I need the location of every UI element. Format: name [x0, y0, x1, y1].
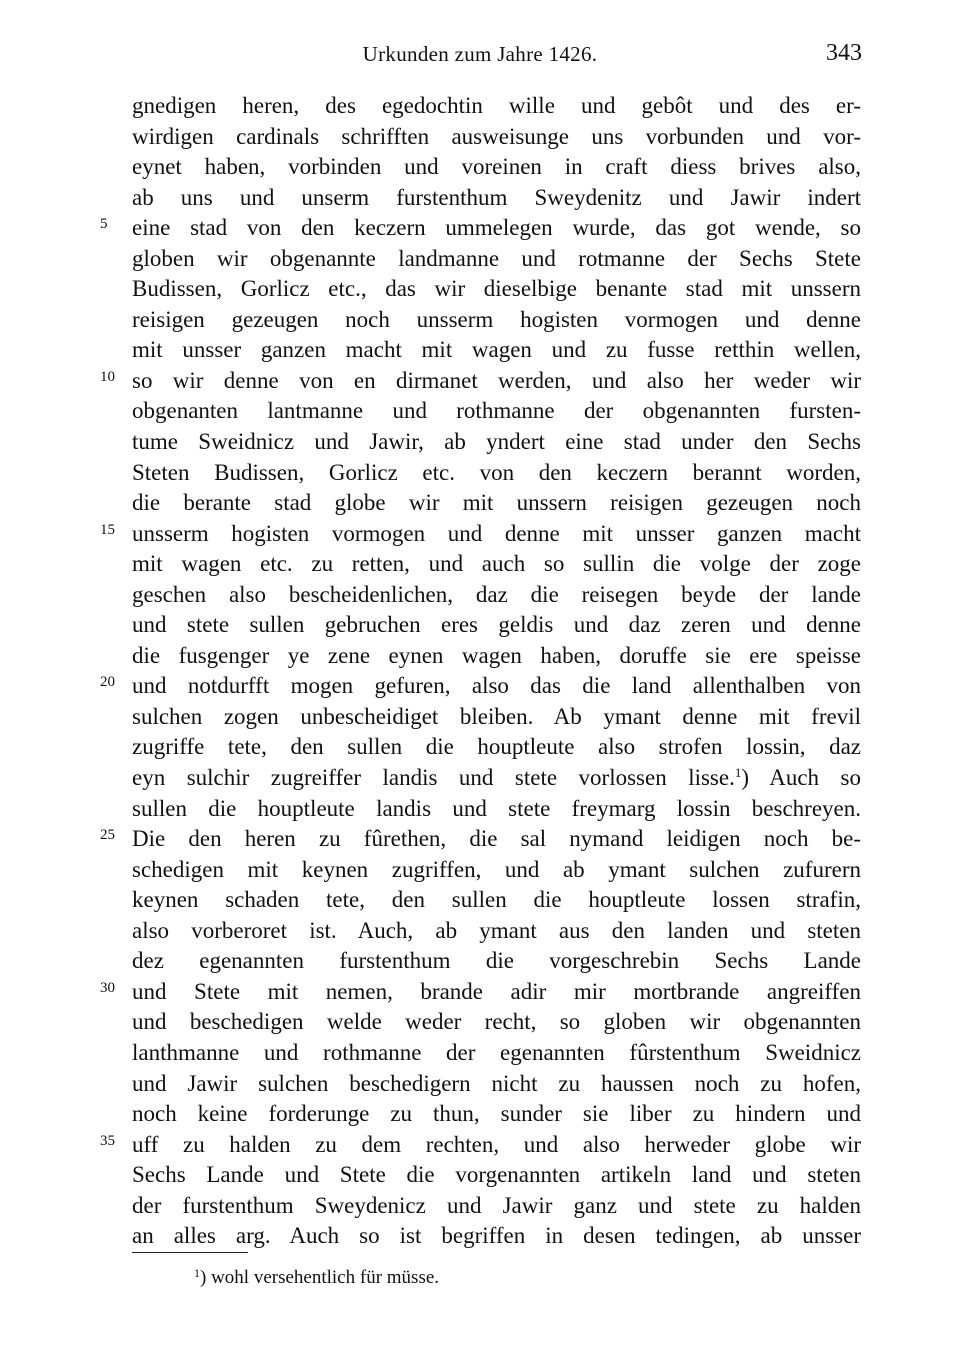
- line-text: reisigen gezeugen noch unsserm hogisten vormogen und denne: [132, 306, 861, 332]
- text-line: [132, 946, 861, 977]
- footnote-rule: [132, 1252, 248, 1253]
- text-line: [132, 1007, 861, 1038]
- line-number: 5: [100, 216, 108, 233]
- line-text: also vorberoret ist. Auch, ab ymant aus den landen und steten: [132, 917, 861, 943]
- text-line: [100, 977, 861, 1008]
- text-line: [132, 335, 861, 366]
- line-text: mit unsser ganzen macht mit wagen und zu fusse retthin wellen,: [132, 337, 861, 363]
- text-line: [132, 794, 861, 825]
- line-number: 25: [100, 827, 115, 844]
- footnote-reference: 1: [734, 765, 742, 781]
- text-line: [132, 305, 861, 336]
- text-line: [132, 427, 861, 458]
- line-text: Sechs Lande und Stete die vorgenannten artikeln land und steten: [132, 1162, 861, 1188]
- text-line: [132, 122, 861, 153]
- line-text: mit wagen etc. zu retten, und auch so sullin die volge der zoge: [132, 551, 861, 577]
- line-text: wirdigen cardinals schrifften ausweisunge uns vorbunden und vor-: [132, 123, 861, 149]
- running-head: [0, 38, 960, 72]
- text-line: [100, 213, 861, 244]
- text-line: [100, 519, 861, 550]
- text-line: [132, 488, 861, 519]
- body-text: [100, 91, 861, 1252]
- text-line: [132, 885, 861, 916]
- text-line: [132, 274, 861, 305]
- text-line: [132, 1191, 861, 1222]
- text-line: [100, 1130, 861, 1161]
- text-line: [100, 824, 861, 855]
- line-text: Die den heren zu fûrethen, die sal nymand leidigen noch be-: [132, 826, 861, 852]
- footnote-text: ) wohl versehentlich für müsse.: [200, 1267, 440, 1288]
- line-number: 35: [100, 1132, 115, 1149]
- line-text-part: eyn sulchir zugreiffer landis und stete vorlossen lisse.: [132, 765, 735, 791]
- line-text: dez egenannten furstenthum die vorgeschrebin Sechs Lande: [132, 948, 861, 974]
- line-text: obgenanten lantmanne und rothmanne der obgenannten fursten-: [132, 398, 861, 424]
- text-line: [132, 458, 861, 489]
- text-line: [132, 702, 861, 733]
- line-text: geschen also bescheidenlichen, daz die reisegen beyde der lande: [132, 581, 861, 607]
- footnote: [194, 1259, 439, 1292]
- line-text: schedigen mit keynen zugriffen, und ab ymant sulchen zufurern: [132, 856, 861, 882]
- line-text: und Stete mit nemen, brande adir mir mortbrande angreiffen: [132, 978, 861, 1004]
- text-line: [132, 580, 861, 611]
- line-number: 20: [100, 674, 115, 691]
- text-line: [132, 152, 861, 183]
- text-line: [100, 671, 861, 702]
- line-text: eynet haben, vorbinden und voreinen in craft diess brives also,: [132, 154, 861, 180]
- line-text: unsserm hogisten vormogen und denne mit unsser ganzen macht: [132, 520, 861, 546]
- text-line: [132, 396, 861, 427]
- text-line: [132, 916, 861, 947]
- footnote-mark: 1: [194, 1266, 200, 1280]
- text-line: [132, 732, 861, 763]
- line-text: der furstenthum Sweydenicz und Jawir ganz und stete zu halden: [132, 1192, 861, 1218]
- text-line: [132, 641, 861, 672]
- line-text: Budissen, Gorlicz etc., das wir dieselbige benante stad mit unssern: [132, 276, 861, 302]
- line-text: und stete sullen gebruchen eres geldis und daz zeren und denne: [132, 612, 861, 638]
- line-text-part: ) Auch so: [741, 765, 861, 791]
- line-text: sulchen zogen unbescheidiget bleiben. Ab ymant denne mit frevil: [132, 703, 861, 729]
- text-line: [132, 1038, 861, 1069]
- text-line: [132, 1160, 861, 1191]
- line-number: 10: [100, 368, 115, 385]
- line-text: lanthmanne und rothmanne der egenannten fûrstenthum Sweidnicz: [132, 1039, 861, 1065]
- line-number: 15: [100, 521, 115, 538]
- line-text: tume Sweidnicz und Jawir, ab yndert eine stad under den Sechs: [132, 429, 861, 455]
- line-text: globen wir obgenannte landmanne und rotmanne der Sechs Stete: [132, 245, 861, 271]
- line-text: [132, 763, 861, 794]
- text-line: [132, 1099, 861, 1130]
- line-text: noch keine forderunge zu thun, sunder sie liber zu hindern und: [132, 1101, 861, 1127]
- line-text: eine stad von den keczern ummelegen wurde, das got wende, so: [132, 215, 861, 241]
- line-text: und beschedigen welde weder recht, so globen wir obgenannten: [132, 1009, 861, 1035]
- line-text: gnedigen heren, des egedochtin wille und gebôt und des er-: [132, 93, 861, 118]
- line-text: uff zu halden zu dem rechten, und also herweder globe wir: [132, 1131, 861, 1157]
- text-line: [132, 183, 861, 214]
- line-text: zugriffe tete, den sullen die houptleute also strofen lossin, daz: [132, 734, 861, 760]
- line-text: und notdurfft mogen gefuren, also das die land allenthalben von: [132, 673, 861, 699]
- line-text: die fusgenger ye zene eynen wagen haben, doruffe sie ere speisse: [132, 642, 861, 668]
- line-text: und Jawir sulchen beschedigern nicht zu haussen noch zu hofen,: [132, 1070, 861, 1096]
- text-line: [132, 244, 861, 275]
- text-line: [132, 855, 861, 886]
- page-number: 343: [826, 40, 862, 66]
- line-number: 30: [100, 979, 115, 996]
- line-text: sullen die houptleute landis und stete freymarg lossin beschreyen.: [132, 795, 861, 821]
- text-line: [132, 763, 861, 794]
- text-line: [100, 366, 861, 397]
- running-title: Urkunden zum Jahre 1426.: [362, 42, 598, 66]
- line-text: an alles arg. Auch so ist begriffen in desen tedingen, ab unsser: [132, 1223, 861, 1249]
- line-text: ab uns und unserm furstenthum Sweydenitz und Jawir indert: [132, 184, 861, 210]
- text-line: [132, 1069, 861, 1100]
- line-text: die berante stad globe wir mit unssern reisigen gezeugen noch: [132, 490, 861, 516]
- text-line: [132, 91, 861, 122]
- line-text: keynen schaden tete, den sullen die houptleute lossen strafin,: [132, 887, 861, 913]
- line-text: Steten Budissen, Gorlicz etc. von den keczern berannt worden,: [132, 459, 861, 485]
- text-line: [132, 610, 861, 641]
- line-text: so wir denne von en dirmanet werden, und also her weder wir: [132, 367, 861, 393]
- text-line: [132, 549, 861, 580]
- text-line: [132, 1221, 861, 1252]
